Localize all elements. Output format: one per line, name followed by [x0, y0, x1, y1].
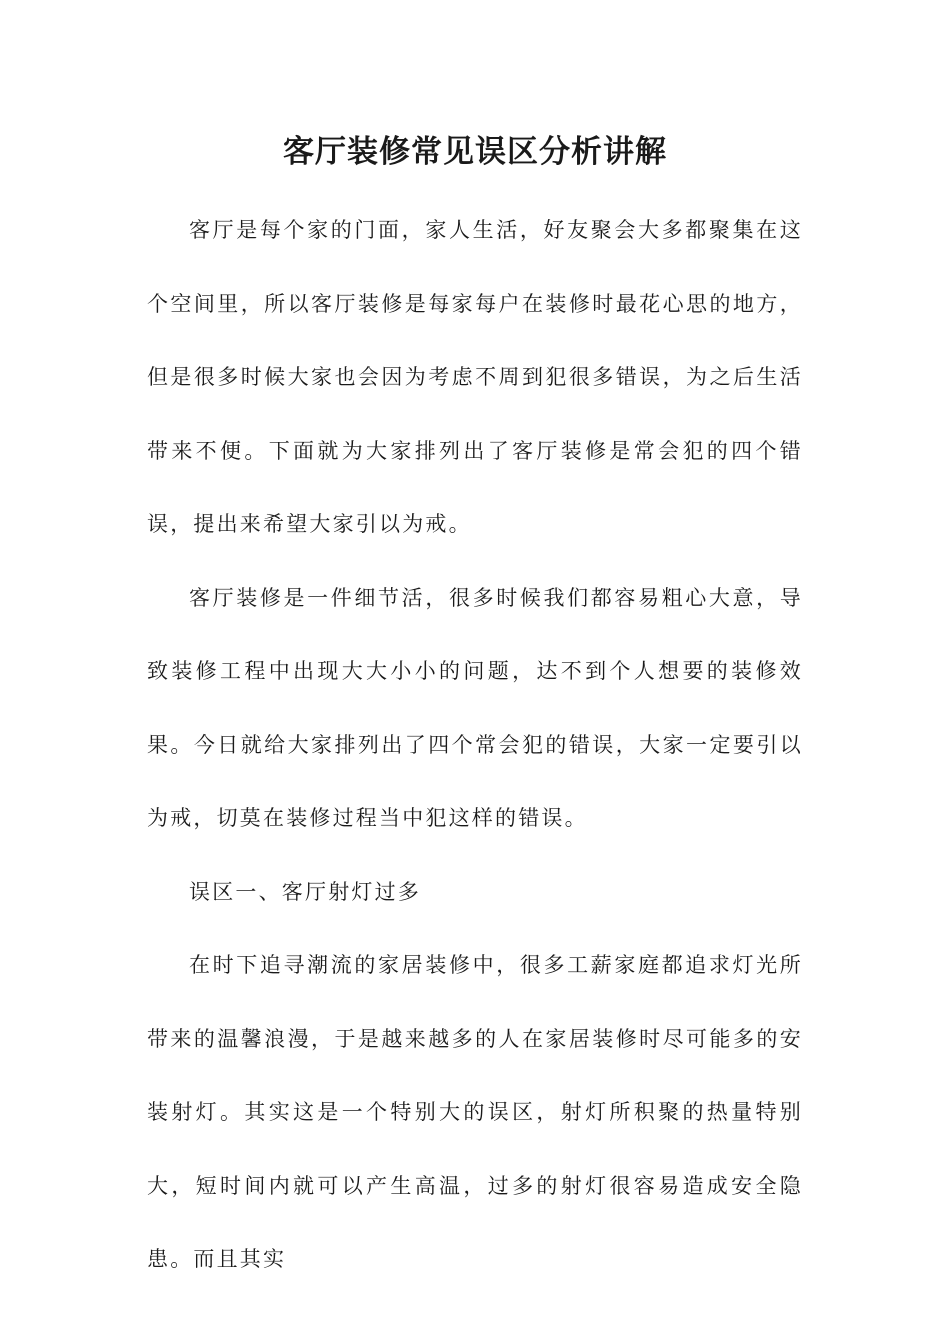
document-body — [147, 194, 803, 1297]
section-paragraph: 在时下追寻潮流的家居装修中，很多工薪家庭都追求灯光所带来的温馨浪漫，于是越来越多的人在家居装修时尽可能多的安装射灯。其实这是一个特别大的误区，射灯所积聚的热量特别大，短时间内就可以产生高温，过多的射灯很容易造成安全隐患。而且其实 — [147, 953, 803, 1271]
overview-paragraph: 客厅装修是一件细节活，很多时候我们都容易粗心大意，导致装修工程中出现大大小小的问题，达不到个人想要的装修效果。今日就给大家排列出了四个常会犯的错误，大家一定要引以为戒，切莫在装修过程当中犯这样的错误。 — [147, 585, 803, 830]
section-heading: 误区一、客厅射灯过多 — [189, 879, 421, 904]
document-title: 客厅装修常见误区分析讲解 — [283, 134, 667, 170]
intro-paragraph: 客厅是每个家的门面，家人生活，好友聚会大多都聚集在这个空间里，所以客厅装修是每家每户在装修时最花心思的地方，但是很多时候大家也会因为考虑不周到犯很多错误，为之后生活带来不便。下面就为大家排列出了客厅装修是常会犯的四个错误，提出来希望大家引以为戒。 — [147, 218, 803, 536]
